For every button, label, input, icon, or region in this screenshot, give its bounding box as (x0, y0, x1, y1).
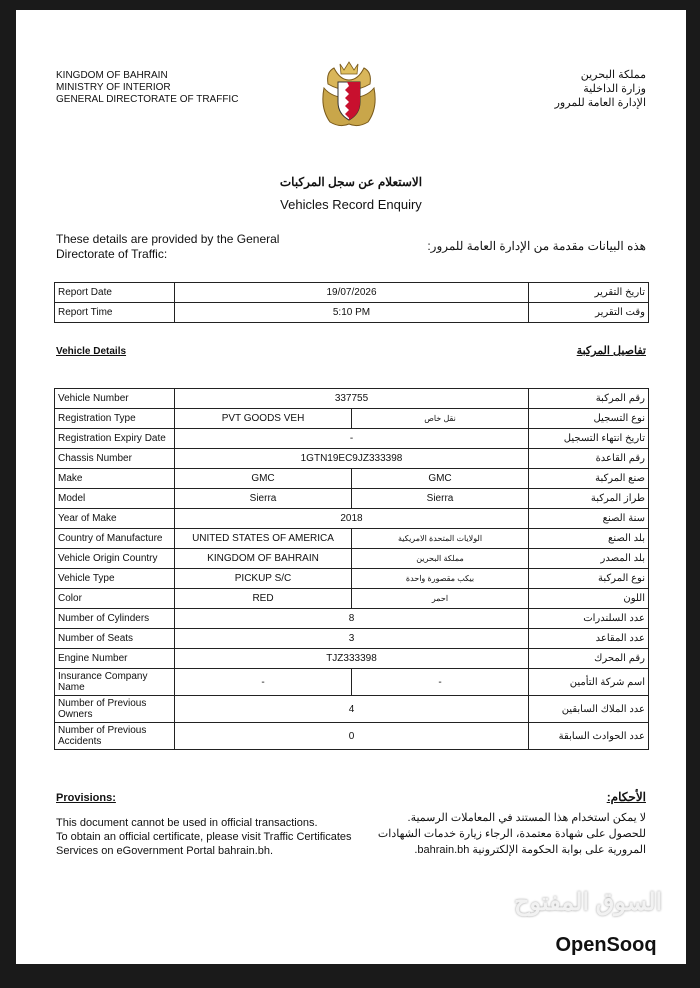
previous-accidents-value: 0 (175, 723, 529, 750)
header-english (56, 70, 238, 106)
origin-country-value: KINGDOM OF BAHRAIN (175, 549, 352, 569)
table-row (55, 629, 649, 649)
vehicle-type-label: Vehicle Type (55, 569, 175, 589)
vehicle-type-value-ar: بيكب مقصورة واحدة (352, 569, 529, 589)
header-ministry: MINISTRY OF INTERIOR (56, 82, 171, 93)
registration-expiry-value: - (175, 429, 529, 449)
year-label: Year of Make (55, 509, 175, 529)
table-row (55, 409, 649, 429)
insurance-value-ar: - (352, 669, 529, 696)
report-time-value: 5:10 PM (175, 303, 529, 323)
vehicle-number-label-ar: رقم المركبة (529, 389, 649, 409)
report-date-label: Report Date (55, 283, 175, 303)
table-row (55, 429, 649, 449)
table-row (55, 509, 649, 529)
model-value-ar: Sierra (352, 489, 529, 509)
table-row (55, 669, 649, 696)
page-title: Vehicles Record Enquiry (280, 197, 422, 212)
table-row (55, 529, 649, 549)
previous-owners-value: 4 (175, 696, 529, 723)
seats-label: Number of Seats (55, 629, 175, 649)
country-of-manufacture-label-ar: بلد الصنع (529, 529, 649, 549)
make-value-ar: GMC (352, 469, 529, 489)
header-kingdom-ar: مملكة البحرين (580, 69, 646, 81)
year-label-ar: سنة الصنع (529, 509, 649, 529)
table-row (55, 283, 649, 303)
vehicle-number-label: Vehicle Number (55, 389, 175, 409)
cylinders-label-ar: عدد السلندرات (529, 609, 649, 629)
registration-type-label-ar: نوع التسجيل (529, 409, 649, 429)
previous-owners-label: Number of Previous Owners (55, 696, 175, 723)
table-row (55, 696, 649, 723)
origin-country-value-ar: مملكة البحرين (352, 549, 529, 569)
color-label-ar: اللون (529, 589, 649, 609)
insurance-label: Insurance Company Name (55, 669, 175, 696)
seats-value: 3 (175, 629, 529, 649)
provisions-text-ar (346, 810, 646, 858)
table-row (55, 649, 649, 669)
table-row (55, 569, 649, 589)
report-date-value: 19/07/2026 (175, 283, 529, 303)
table-row (55, 589, 649, 609)
header-directorate-ar: الإدارة العامة للمرور (554, 97, 646, 109)
header-ministry-ar: وزارة الداخلية (583, 83, 646, 95)
report-table (54, 282, 649, 323)
table-row (55, 449, 649, 469)
provisions-line-2-ar: للحصول على شهادة معتمدة، الرجاء زيارة خدمات الشهادات المرورية على بوابة الحكومة الإلكترونية bahrain.bh. (377, 828, 646, 856)
registration-type-value: PVT GOODS VEH (175, 409, 352, 429)
engine-number-label: Engine Number (55, 649, 175, 669)
table-row (55, 549, 649, 569)
origin-country-label-ar: بلد المصدر (529, 549, 649, 569)
country-of-manufacture-value-ar: الولايات المتحدة الامريكية (352, 529, 529, 549)
vehicle-type-value: PICKUP S/C (175, 569, 352, 589)
registration-expiry-label-ar: تاريخ انتهاء التسجيل (529, 429, 649, 449)
make-label-ar: صنع المركبة (529, 469, 649, 489)
intro-text: These details are provided by the General Directorate of Traffic: (56, 232, 280, 261)
provisions-line-1: This document cannot be used in official transactions. (56, 817, 318, 829)
previous-owners-label-ar: عدد الملاك السابقين (529, 696, 649, 723)
previous-accidents-label-ar: عدد الحوادث السابقة (529, 723, 649, 750)
model-value: Sierra (175, 489, 352, 509)
vehicle-details-table (54, 388, 649, 750)
previous-accidents-label: Number of Previous Accidents (55, 723, 175, 750)
cylinders-value: 8 (175, 609, 529, 629)
table-row (55, 489, 649, 509)
report-date-label-ar: تاريخ التقرير (529, 283, 649, 303)
table-row (55, 389, 649, 409)
country-of-manufacture-value: UNITED STATES OF AMERICA (175, 529, 352, 549)
make-label: Make (55, 469, 175, 489)
insurance-value: - (175, 669, 352, 696)
table-row (55, 609, 649, 629)
registration-type-label: Registration Type (55, 409, 175, 429)
chassis-number-label-ar: رقم القاعدة (529, 449, 649, 469)
watermark-arabic: السوق المفتوح (514, 889, 663, 916)
color-value: RED (175, 589, 352, 609)
engine-number-value: TJZ333398 (175, 649, 529, 669)
model-label: Model (55, 489, 175, 509)
opensooq-watermark: OpenSooq (531, 928, 681, 962)
vehicle-number-value: 337755 (175, 389, 529, 409)
bahrain-emblem-icon (320, 58, 378, 130)
table-row (55, 723, 649, 750)
engine-number-label-ar: رقم المحرك (529, 649, 649, 669)
cylinders-label: Number of Cylinders (55, 609, 175, 629)
provisions-text (56, 816, 356, 858)
report-time-label: Report Time (55, 303, 175, 323)
country-of-manufacture-label: Country of Manufacture (55, 529, 175, 549)
chassis-number-label: Chassis Number (55, 449, 175, 469)
year-value: 2018 (175, 509, 529, 529)
provisions-line-1-ar: لا يمكن استخدام هذا المستند في المعاملات الرسمية. (407, 812, 646, 824)
provisions-heading: Provisions: (56, 792, 116, 804)
provisions-heading-ar: الأحكام: (606, 790, 646, 804)
color-label: Color (55, 589, 175, 609)
header-directorate: GENERAL DIRECTORATE OF TRAFFIC (56, 94, 239, 105)
registration-expiry-label: Registration Expiry Date (55, 429, 175, 449)
vehicle-type-label-ar: نوع المركبة (529, 569, 649, 589)
origin-country-label: Vehicle Origin Country (55, 549, 175, 569)
header-kingdom: KINGDOM OF BAHRAIN (56, 70, 168, 81)
document-page (16, 10, 686, 964)
insurance-label-ar: اسم شركة التأمين (529, 669, 649, 696)
intro-text-ar: هذه البيانات مقدمة من الإدارة العامة للمرور: (427, 239, 646, 253)
seats-label-ar: عدد المقاعد (529, 629, 649, 649)
vehicle-details-heading: Vehicle Details (56, 346, 127, 357)
color-value-ar: احمر (352, 589, 529, 609)
make-value: GMC (175, 469, 352, 489)
registration-type-value-ar: نقل خاص (352, 409, 529, 429)
vehicle-details-heading-ar: تفاصيل المركبة (576, 345, 646, 357)
provisions-line-2: To obtain an official certificate, please visit Traffic Certificates Services on eGovernment Portal bahrain.bh. (56, 831, 352, 857)
page-title-ar: الاستعلام عن سجل المركبات (279, 175, 423, 189)
table-row (55, 303, 649, 323)
model-label-ar: طراز المركبة (529, 489, 649, 509)
header-arabic (555, 68, 646, 110)
chassis-number-value: 1GTN19EC9JZ333398 (175, 449, 529, 469)
table-row (55, 469, 649, 489)
report-time-label-ar: وقت التقرير (529, 303, 649, 323)
